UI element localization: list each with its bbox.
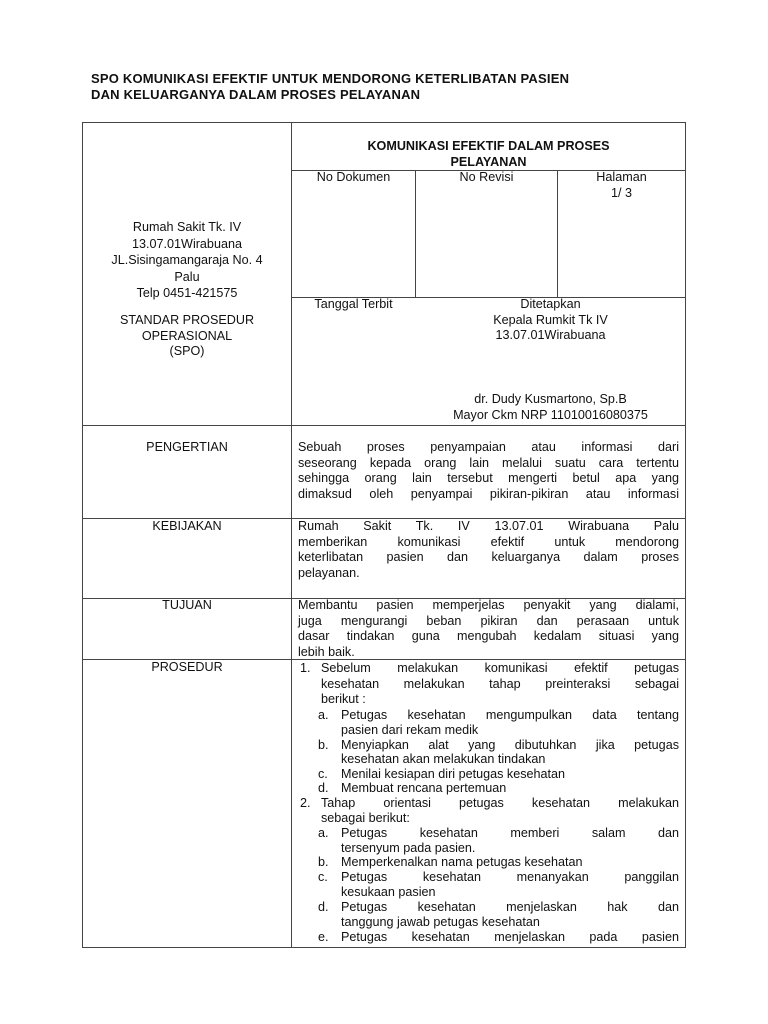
pengertian-text: Sebuah proses penyampaian atau informasi dari seseorang kepada orang lain melalui suatu cara tertentu sehingga orang lain tersebut mengerti betul apa yang dimaksud oleh penyampai pikiran-pikiran atau informasi (298, 440, 679, 501)
list-item-text: Petugas kesehatan menanyakan panggilan (341, 870, 679, 884)
no-dokumen-label: No Dokumen (316, 170, 391, 184)
halaman-value: 1/ 3 (610, 186, 632, 200)
list-item-text: Memperkenalkan nama petugas kesehatan (341, 855, 583, 869)
table-divider (415, 170, 416, 298)
list-item-text: Petugas kesehatan memberi salam dan (341, 826, 679, 840)
list-marker: e. (318, 930, 329, 944)
list-item-text: kesehatan melakukan tahap preinteraksi sebagai (321, 677, 679, 691)
list-marker: c. (318, 870, 328, 884)
table-border-top (82, 122, 686, 123)
table-border-right (685, 122, 686, 948)
tujuan-text: Membantu pasien memperjelas penyakit yang dialami, juga mengurangi beban pikiran dan perasaan untuk dasar tindakan guna mengubah kedalam situasi yang lebih baik. (298, 598, 679, 659)
doc-heading: KOMUNIKASI EFEKTIF DALAM PROSES PELAYANAN (367, 139, 610, 169)
list-marker: 1. (300, 661, 311, 675)
list-marker: c. (318, 767, 328, 781)
list-item-text: tersenyum pada pasien. (341, 841, 476, 855)
list-item-text: sebagai berikut: (321, 811, 410, 825)
list-item-text: Petugas kesehatan menjelaskan pada pasien (341, 930, 679, 944)
list-marker: a. (318, 708, 329, 722)
pengertian-label: PENGERTIAN (146, 440, 228, 454)
list-item-text: berikut : (321, 692, 366, 706)
signer-name: dr. Dudy Kusmartono, Sp.B (474, 392, 627, 406)
no-revisi-label: No Revisi (459, 170, 514, 184)
spo-label: STANDAR PROSEDUR OPERASIONAL (SPO) (119, 313, 255, 358)
tujuan-label: TUJUAN (162, 598, 212, 612)
list-item-text: Sebelum melakukan komunikasi efektif petugas (321, 661, 679, 675)
halaman-label: Halaman (596, 170, 647, 184)
list-item-text: tanggung jawab petugas kesehatan (341, 915, 540, 929)
prosedur-label: PROSEDUR (151, 660, 223, 674)
list-marker: b. (318, 738, 329, 752)
table-line (82, 425, 686, 426)
list-marker: d. (318, 900, 329, 914)
list-item-text: Menyiapkan alat yang dibutuhkan jika petugas (341, 738, 679, 752)
list-marker: d. (318, 781, 329, 795)
list-item-text: kesehatan akan melakukan tindakan (341, 752, 546, 766)
table-divider (291, 122, 292, 948)
list-item-text: pasien dari rekam medik (341, 723, 479, 737)
list-marker: b. (318, 855, 329, 869)
kebijakan-label: KEBIJAKAN (152, 519, 222, 533)
list-item-text: Petugas kesehatan menjelaskan hak dan (341, 900, 679, 914)
title-line-1: SPO KOMUNIKASI EFEKTIF UNTUK MENDORONG KETERLIBATAN PASIEN (91, 71, 570, 86)
document-title (91, 71, 691, 103)
list-marker: 2. (300, 796, 311, 810)
list-item-text: Tahap orientasi petugas kesehatan melakukan (321, 796, 679, 810)
list-item-text: Membuat rencana pertemuan (341, 781, 507, 795)
list-item-text: Petugas kesehatan mengumpulkan data tentang (341, 708, 679, 722)
signer-rank: Mayor Ckm NRP 11010016080375 (453, 407, 648, 422)
title-line-2: DAN KELUARGANYA DALAM PROSES PELAYANAN (91, 87, 421, 102)
list-item-text: Menilai kesiapan diri petugas kesehatan (341, 767, 566, 781)
tanggal-terbit-label: Tanggal Terbit (314, 297, 393, 311)
ditetapkan-block: Ditetapkan Kepala Rumkit Tk IV 13.07.01Wirabuana (493, 297, 608, 342)
signature-block (416, 392, 685, 423)
table-border-bottom (82, 947, 686, 948)
hospital-info: Rumah Sakit Tk. IV 13.07.01Wirabuana JL.Sisingamangaraja No. 4 Palu Telp 0451-421575 (111, 220, 263, 300)
kebijakan-text: Rumah Sakit Tk. IV 13.07.01 Wirabuana Palu memberikan komunikasi efektif untuk mendorong keterlibatan pasien dan keluarganya dalam proses pelayanan. (298, 519, 679, 580)
list-item-text: kesukaan pasien (341, 885, 436, 899)
list-marker: a. (318, 826, 329, 840)
